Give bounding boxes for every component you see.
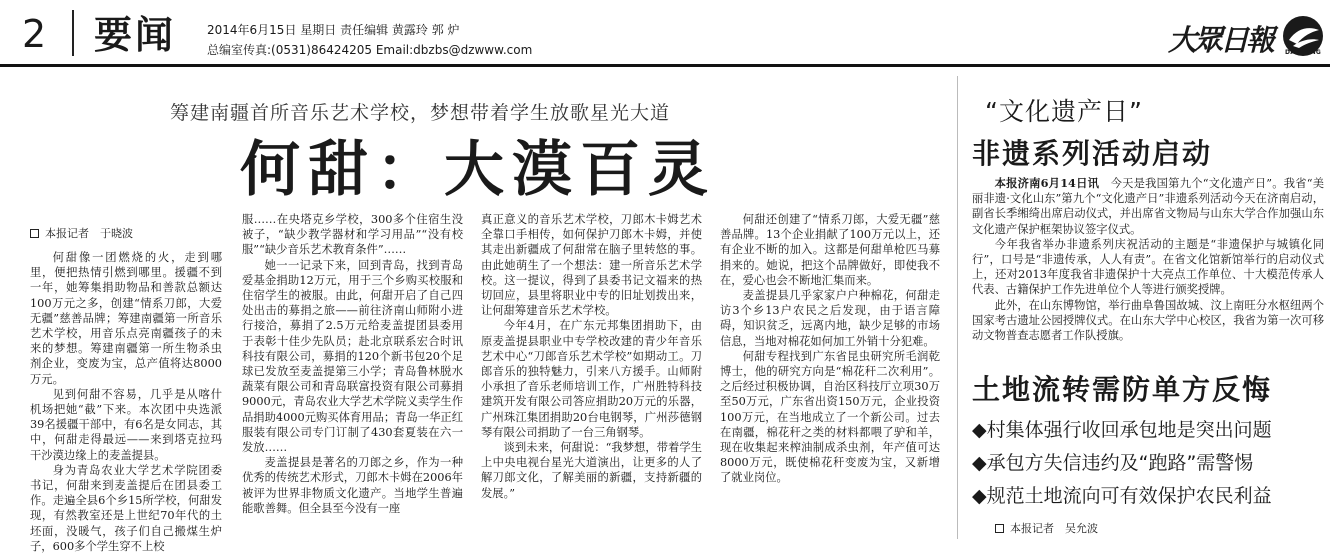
paragraph [972, 176, 1324, 237]
header-info [207, 20, 532, 60]
column-separator [957, 76, 958, 539]
side2-bullet: ◆承包方失信违约及“跑路”需警惕 [972, 452, 1254, 474]
paragraph: 今年我省举办非遗系列庆祝活动的主题是“非遗保护与城镇化同行”，口号是“非遗传承，人人有责”。在省文化馆新馆举行的启动仪式上，还对2013年度我省非遗保护十大亮点工作单位、十大模范传承人代表、古籍保护工作先进单位个人等进行颁奖授牌。 [972, 237, 1324, 297]
side1-title: 非遗系列活动启动 [972, 137, 1213, 170]
paragraph: 此外，在山东博物馆，举行曲阜鲁国故城、汶上南旺分水枢纽两个国家考古遗址公园授牌仪式。在山东大学中心校区，我省为第一次可移动文物普查志愿者工作队授旗。 [972, 298, 1324, 343]
side1-kicker: “文化遗产日” [985, 97, 1143, 126]
paragraph: 何甜像一团燃烧的火，走到哪里，便把热情引燃到哪里。援疆不到一年，她筹集捐助物品和善款总额达100万元之多，创建“情系刀郎，大爱无疆”慈善品牌；筹建南疆第一所音乐艺术学校，用音乐点亮南疆孩子的未来的梦想。筹建南疆第一所生物杀虫剂企业，变废为宝，总产值将达8000万元。 [30, 251, 222, 386]
paragraph: 何甜还创建了“情系刀郎，大爱无疆”慈善品牌。13个企业捐献了100万元以上，还有企业不断的加入。这都是何甜单枪匹马募捐来的。她说，把这个品牌做好，即使我不在，爱心也会不断地汇集而来。 [720, 213, 940, 287]
side2-bullet: ◆规范土地流向可有效保护农民利益 [972, 485, 1272, 507]
side1-body [972, 176, 1324, 346]
paragraph: 麦盖提县是著名的刀郎之乡，作为一种优秀的传统艺术形式，刀郎木卡姆在2006年被评为世界非物质文化遗产。当地学生普遍能歌善舞。但全县至今没有一座 [242, 456, 463, 515]
lead-column-2 [242, 212, 463, 534]
side1-dateline: 本报济南6月14日讯 [994, 176, 1100, 190]
paragraph: 见到何甜不容易，几乎是从喀什机场把她“截”下来。本次团中央选派39名援疆干部中，有6名是女同志，其中，何甜走得最远——来到塔克拉玛干沙漠边缘上的麦盖提县。 [30, 387, 222, 462]
paragraph: 麦盖提县几乎家家户户种棉花，何甜走访3个乡13户农民之后发现，由于语言障碍，知识贫乏，远离内地，缺少足够的市场信息，当地对棉花如何加工外销十分犯难。 [720, 289, 940, 348]
side2-byline [995, 520, 1098, 536]
lead-byline [30, 225, 133, 241]
lead-subtitle: 筹建南疆首所音乐艺术学校，梦想带着学生放歌星光大道 [170, 102, 671, 124]
side2-bullet-list [972, 414, 1272, 513]
paragraph: 身为青岛农业大学艺术学院团委书记，何甜来到麦盖提后在团县委工作。走遍全县6个乡15所学校，何甜发现，有然教室还是上世纪70年代的土坯面，没暖气，孩子们自己搬煤生炉子，600多个学生穿不上校 [30, 463, 222, 553]
lead-column-3 [481, 212, 702, 534]
lead-column-1 [30, 250, 222, 553]
lead-column-4 [720, 212, 940, 534]
header-rule [0, 64, 1330, 67]
masthead-title: 大眾日報 [1168, 23, 1273, 57]
side2-bullet: ◆村集体强行收回承包地是突出问题 [972, 419, 1272, 441]
header-date-editors: 2014年6月15日 星期日 责任编辑 黄露玲 郭 炉 [207, 23, 460, 37]
paragraph: 何甜专程找到广东省昆虫研究所毛润乾博士，他的研究方向是“棉花秆二次利用”。之后经过积极协调，自治区科技厅立项30万至50万元，广东省出资150万元，企业投资100万元，在当地成立了一个新公司。过去在南疆，棉花秆之类的材料都喂了驴和羊，现在收集起来榨油制成杀虫剂，年产值可达8000万元，既使棉花秆变废为宝，又新增了就业岗位。 [720, 349, 940, 485]
paragraph: 服……在央塔克乡学校，300多个住宿生没被子，“缺少教学器材和学习用品”“没有校服”“缺少音乐艺术教育条件”…… [242, 213, 463, 257]
paragraph: 她一一记录下来，回到青岛，找到青岛爱基金捐助12万元，用于三个乡购买校服和住宿学生的被服。由此，何甜开启了自己四处出击的募捐之旅——前往济南山师附小进行接洽，募捐了2.5万元给麦盖提团县委用于表彰十佳少先队员；赴北京联系宏合时讯科技有限公司，募捐的120个新书包20个足球已发放至麦盖提第三小学；青岛鲁林脱水蔬菜有限公司和青岛联富投资有限公司募捐9000元，青岛农业大学艺术学院义卖学生作品捐助4000元购买体育用品；青岛一华正红服装有限公司专门订制了430套夏装在六一发放…… [242, 258, 463, 455]
paragraph: 真正意义的音乐艺术学校，刀郎木卡姆艺术全靠口手相传，如何保护刀郎木卡姆，并使其走出新疆成了何甜常在脑子里转悠的事。由此她萌生了一个想法：建一所音乐艺术学校。这一提议，得到了县委书记文福来的热切回应，县里将职业中专的旧址划拨出来，让何甜筹建音乐艺术学校。 [481, 213, 702, 318]
page-number-divider [72, 10, 74, 56]
lead-headline: 何甜：大漠百灵 [240, 135, 716, 205]
paragraph: 谈到未来，何甜说：“我梦想，带着学生上中央电视台星光大道演出，让更多的人了解刀郎文化，了解美丽的新疆，支持新疆的发展。” [481, 441, 702, 500]
header-contact: 总编室传真:(0531)86424205 Email:dbzbs@dzwww.com [207, 43, 533, 57]
paragraph: 今年4月，在广东元邦集团捐助下，由原麦盖提县职业中专学校改建的青少年音乐艺术中心“刀郎音乐艺术学校”如期动工。刀郎音乐的独特魅力，引来八方援手。山师附小承担了音乐老师培训工作，广州胜特科技建筑开发有限公司答应捐助20万元的乐器，广州珠江集团捐助20台电钢琴，广州莎德钢琴有限公司捐助了一台三角钢琴。 [481, 319, 702, 439]
byline-box-icon [30, 229, 39, 238]
side1-paragraph-text: 今天是我国第九个“文化遗产日”。我省“美丽非遗·文化山东”第九个“文化遗产日”非遗系列活动今天在济南启动，副省长季缃绮出席启动仪式，并出席省文物局与山东大学合作加强山东文化遗产保护框架协议签字仪式。 [972, 177, 1324, 236]
masthead-subtitle: DAZHONG [1285, 49, 1322, 56]
page-number: 2 [22, 12, 47, 56]
side2-byline-text: 本报记者 吴允波 [1010, 522, 1098, 535]
section-title: 要闻 [94, 13, 177, 57]
side2-title: 土地流转需防单方反悔 [972, 373, 1273, 406]
byline-box-icon [995, 524, 1004, 533]
lead-byline-text: 本报记者 于晓波 [45, 227, 133, 240]
